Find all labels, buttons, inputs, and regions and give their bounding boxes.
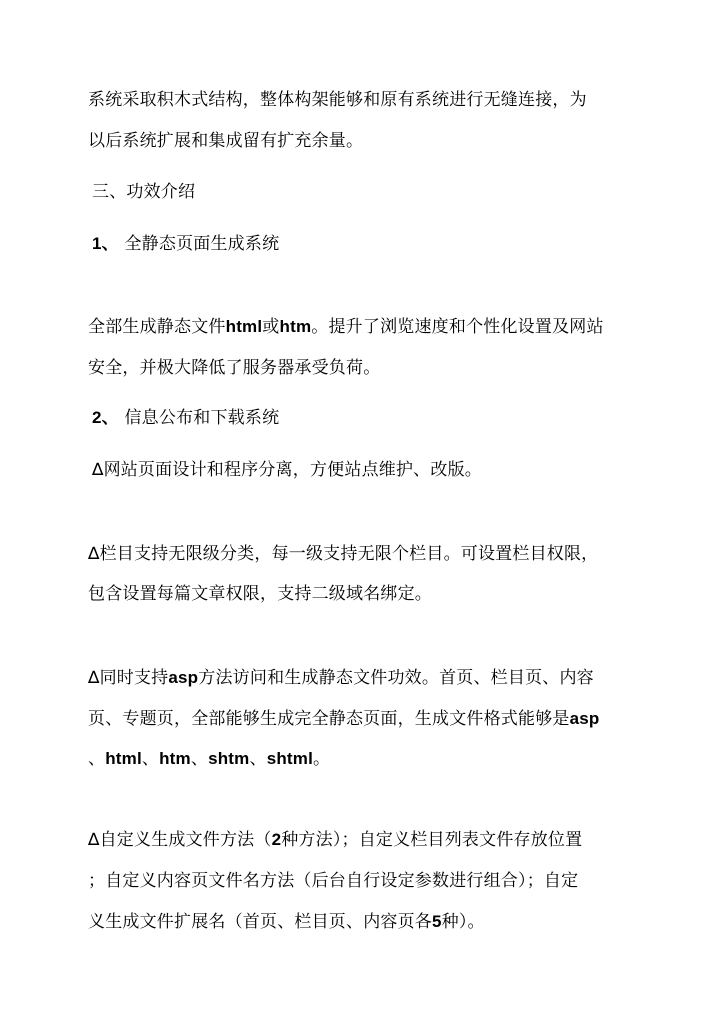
text: 安全，并极大降低了服务器承受负荷。 (88, 358, 381, 378)
item-title: 全静态页面生成系统 (118, 234, 280, 254)
text-number: 2 (271, 830, 282, 849)
intro-paragraph-line-2 (88, 129, 648, 153)
heading-text: 三、功效介绍 (92, 182, 196, 202)
bullet-unlimited-categories-line-1 (88, 542, 648, 566)
text: 、 (88, 749, 106, 769)
bullet-design-separation (92, 458, 652, 482)
text: 全部生成静态文件 (88, 317, 226, 337)
text: 种）。 (441, 912, 485, 932)
text-asp: asp (168, 668, 199, 687)
bullet-custom-generation-line-2 (88, 869, 648, 893)
text: 方法访问和生成静态文件功效。首页、栏目页、内容 (198, 668, 594, 688)
text: 、 (190, 749, 209, 769)
text: ∆同时支持 (88, 668, 169, 688)
static-pages-paragraph-line-2 (88, 356, 648, 380)
item-title: 信息公布和下载系统 (118, 408, 280, 428)
text-asp: asp (569, 709, 600, 728)
item-number: 1、 (92, 234, 119, 253)
item-number: 2、 (92, 408, 119, 427)
text: 或 (262, 317, 280, 337)
text: ∆网站页面设计和程序分离，方便站点维护、改版。 (92, 460, 482, 480)
text: 义生成文件扩展名（首页、栏目页、内容页各 (88, 912, 432, 932)
text-shtml: shtml (266, 749, 314, 768)
text: 以后系统扩展和集成留有扩充余量。 (88, 131, 364, 151)
static-pages-paragraph-line-1 (88, 315, 648, 339)
bullet-asp-static-line-3 (88, 747, 648, 771)
text-shtm: shtm (208, 749, 250, 768)
bullet-asp-static-line-2 (88, 707, 648, 731)
text-htm: htm (279, 317, 312, 336)
text: 。提升了浏览速度和个性化设置及网站 (311, 317, 604, 337)
bullet-asp-static-line-1 (88, 666, 648, 690)
text-html: html (225, 317, 263, 336)
bullet-custom-generation-line-3 (88, 910, 648, 934)
text: ；自定义内容页文件名方法（后台自行设定参数进行组合）；自定 (88, 871, 579, 891)
text: 系统采取积木式结构，整体构架能够和原有系统进行无缝连接，为 (88, 90, 587, 110)
text: ∆栏目支持无限级分类，每一级支持无限个栏目。可设置栏目权限， (88, 544, 599, 564)
text: 、 (141, 749, 160, 769)
text-htm: htm (159, 749, 191, 768)
text: 、 (249, 749, 267, 769)
item-heading-publish-download (92, 406, 652, 430)
text: 包含设置每篇文章权限，支持二级域名绑定。 (88, 584, 432, 604)
bullet-unlimited-categories-line-2 (88, 582, 648, 606)
text: 种方法）；自定义栏目列表文件存放位置 (281, 830, 583, 850)
bullet-custom-generation-line-1 (88, 828, 648, 852)
intro-paragraph-line-1 (88, 88, 648, 112)
section-heading-features (92, 180, 652, 204)
text: ∆自定义生成文件方法（ (88, 830, 272, 850)
text-number: 5 (432, 912, 442, 931)
text-html: html (105, 749, 142, 768)
text: 页、专题页，全部能够生成完全静态页面，生成文件格式能够是 (88, 709, 570, 729)
item-heading-static-pages (92, 232, 652, 256)
text: 。 (313, 749, 331, 769)
